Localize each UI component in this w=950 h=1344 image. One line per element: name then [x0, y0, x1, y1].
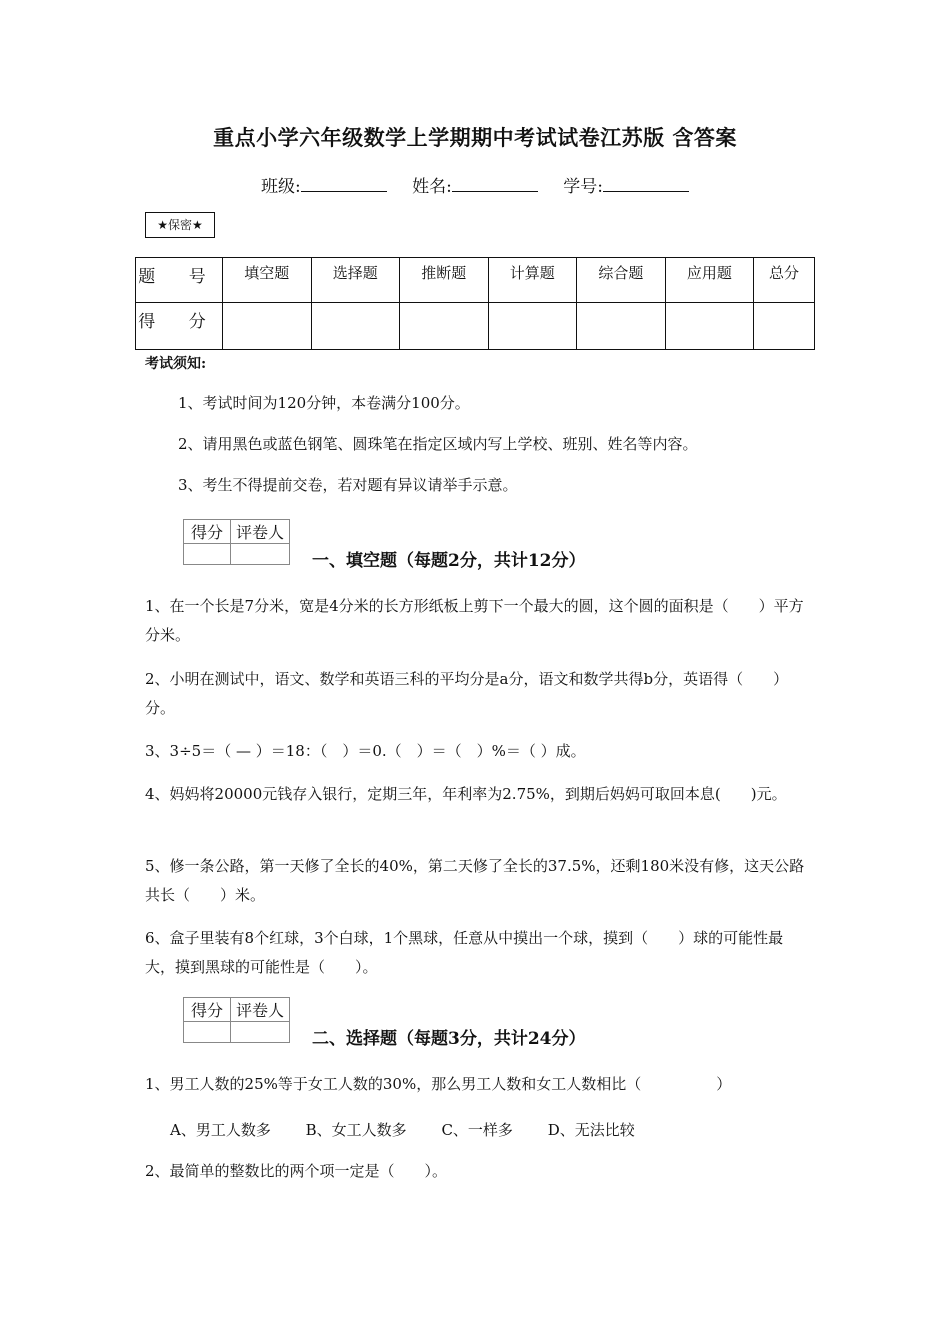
question-item: 2、小明在测试中，语文、数学和英语三科的平均分是a分，语文和数学共得b分，英语得（ ）分。	[145, 670, 789, 717]
grader-score-label: 得分	[184, 520, 231, 544]
question-item: 4、妈妈将20000元钱存入银行，定期三年，年利率为2.75%，到期后妈妈可取回本息( )元。	[145, 785, 787, 803]
score-table	[135, 257, 815, 350]
id-field	[563, 172, 689, 197]
score-table-header-row	[136, 258, 815, 303]
column-header: 填空题	[223, 258, 312, 303]
column-header: 计算题	[488, 258, 577, 303]
score-cell[interactable]	[665, 303, 754, 350]
choice-option[interactable]: D、无法比较	[547, 1121, 635, 1139]
grader-box	[183, 519, 290, 565]
column-header: 综合题	[577, 258, 666, 303]
choice-option[interactable]: C、一样多	[441, 1121, 513, 1139]
choice-options	[170, 1119, 665, 1140]
question-item: 1、男工人数的25%等于女工人数的30%，那么男工人数和女工人数相比（ ）	[145, 1075, 732, 1093]
question-number-label: 题 号	[136, 258, 223, 303]
grader-box	[183, 997, 290, 1043]
class-field	[261, 172, 387, 197]
name-label: 姓名:	[412, 177, 452, 197]
class-blank[interactable]	[301, 175, 387, 192]
choice-option[interactable]: A、男工人数多	[170, 1121, 271, 1139]
column-header: 总分	[754, 258, 815, 303]
score-label: 得 分	[136, 303, 223, 350]
notice-title: 考试须知:	[145, 356, 207, 372]
score-cell[interactable]	[754, 303, 815, 350]
grader-reviewer-label: 评卷人	[231, 998, 290, 1022]
column-header: 应用题	[665, 258, 754, 303]
student-info	[0, 172, 950, 197]
name-field	[412, 172, 538, 197]
id-blank[interactable]	[603, 175, 689, 192]
score-cell[interactable]	[488, 303, 577, 350]
question-item: 3、3÷5＝（ — ）＝18：（ ）＝0.（ ）＝（ ）%＝（ ）成。	[145, 742, 586, 760]
question-item: 5、修一条公路，第一天修了全长的40%，第二天修了全长的37.5%，还剩180米没有修，这天公路共长（ ）米。	[145, 857, 805, 904]
score-cell[interactable]	[577, 303, 666, 350]
score-cell[interactable]	[311, 303, 400, 350]
score-cell[interactable]	[223, 303, 312, 350]
column-header: 推断题	[400, 258, 489, 303]
grader-reviewer-cell[interactable]	[231, 544, 290, 565]
column-header: 选择题	[311, 258, 400, 303]
section-title-multiple-choice: 二、选择题（每题3分，共计24分）	[312, 1029, 586, 1049]
grader-reviewer-label: 评卷人	[231, 520, 290, 544]
notice-item: 1、考试时间为120分钟，本卷满分100分。	[178, 394, 470, 412]
question-item: 1、在一个长是7分米，宽是4分米的长方形纸板上剪下一个最大的圆，这个圆的面积是（ ）平方分米。	[145, 597, 804, 644]
section-title-fill-blank: 一、填空题（每题2分，共计12分）	[312, 551, 586, 571]
score-cell[interactable]	[400, 303, 489, 350]
choice-option[interactable]: B、女工人数多	[305, 1121, 407, 1139]
question-item: 2、最简单的整数比的两个项一定是（ ）。	[145, 1162, 448, 1180]
class-label: 班级:	[260, 177, 301, 197]
secret-badge: ★保密★	[145, 212, 215, 238]
notice-item: 3、考生不得提前交卷，若对题有异议请举手示意。	[178, 476, 518, 494]
notice-item: 2、请用黑色或蓝色钢笔、圆珠笔在指定区域内写上学校、班别、姓名等内容。	[178, 435, 698, 453]
grader-score-cell[interactable]	[184, 544, 231, 565]
id-label: 学号:	[563, 177, 603, 197]
question-item: 6、盒子里装有8个红球，3个白球，1个黑球，任意从中摸出一个球，摸到（ ）球的可能性最大，摸到黑球的可能性是（ ）。	[145, 929, 784, 976]
grader-reviewer-cell[interactable]	[231, 1022, 290, 1043]
grader-score-label: 得分	[184, 998, 231, 1022]
page-title: 重点小学六年级数学上学期期中考试试卷江苏版 含答案	[213, 125, 737, 150]
score-table-score-row	[136, 303, 815, 350]
name-blank[interactable]	[452, 175, 538, 192]
grader-score-cell[interactable]	[184, 1022, 231, 1043]
